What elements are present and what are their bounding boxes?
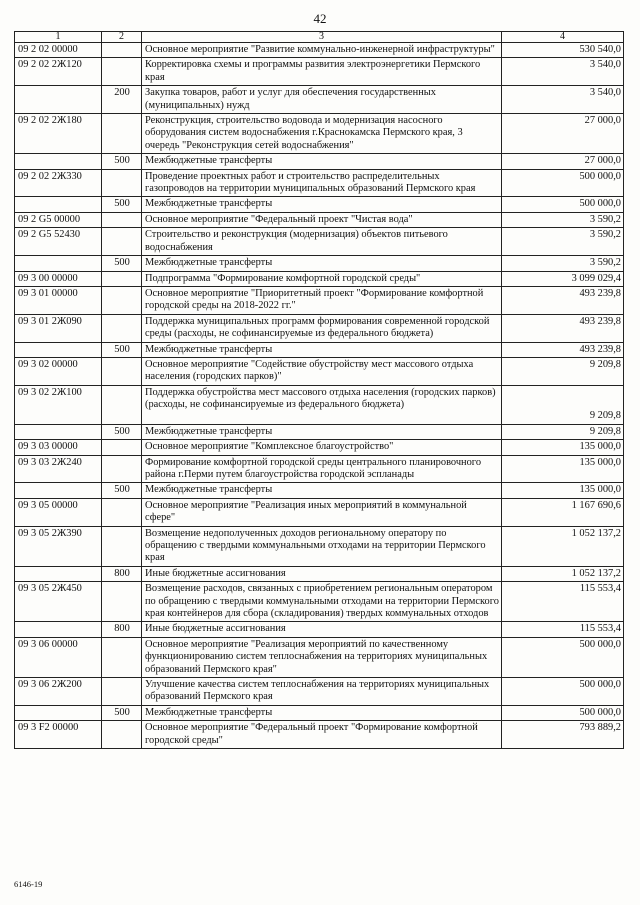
table-row [15, 483, 624, 498]
row-code [15, 622, 102, 637]
row-description: Улучшение качества систем теплоснабжения на территориях муниципальных образований Пермского края [142, 678, 502, 706]
row-description: Межбюджетные трансферты [142, 154, 502, 169]
row-code: 09 3 02 2Ж100 [15, 385, 102, 424]
row-amount: 1 167 690,6 [502, 498, 624, 526]
row-amount: 3 590,2 [502, 228, 624, 256]
column-header-2: 2 [102, 32, 142, 43]
budget-table [14, 31, 624, 749]
table-row [15, 342, 624, 357]
row-amount: 135 000,0 [502, 483, 624, 498]
row-amount: 27 000,0 [502, 154, 624, 169]
row-code: 09 3 05 2Ж450 [15, 582, 102, 622]
table-row [15, 43, 624, 58]
table-row [15, 357, 624, 385]
row-expense-type [102, 114, 142, 154]
row-code [15, 86, 102, 114]
row-expense-type [102, 526, 142, 566]
row-amount: 3 540,0 [502, 86, 624, 114]
row-description: Иные бюджетные ассигнования [142, 622, 502, 637]
row-amount: 530 540,0 [502, 43, 624, 58]
table-row [15, 566, 624, 581]
row-code [15, 256, 102, 271]
row-description: Основное мероприятие "Реализация иных мероприятий в коммунальной сфере" [142, 498, 502, 526]
table-header-row [15, 32, 624, 43]
row-expense-type [102, 58, 142, 86]
row-description: Возмещение недополученных доходов региональному оператору по обращению с твердыми коммунальными отходами на территории Пермского края [142, 526, 502, 566]
row-code: 09 2 G5 52430 [15, 228, 102, 256]
row-amount: 9 209,8 [502, 424, 624, 439]
row-code: 09 3 00 00000 [15, 271, 102, 286]
row-amount: 1 052 137,2 [502, 566, 624, 581]
row-amount: 135 000,0 [502, 440, 624, 455]
row-description: Межбюджетные трансферты [142, 256, 502, 271]
row-code [15, 154, 102, 169]
row-description: Поддержка обустройства мест массового отдыха населения (городских парков) (расходы, не софинансируемые из федерального бюджета) [142, 385, 502, 424]
table-row [15, 440, 624, 455]
row-description: Закупка товаров, работ и услуг для обеспечения государственных (муниципальных) нужд [142, 86, 502, 114]
row-amount: 3 099 029,4 [502, 271, 624, 286]
row-code: 09 2 02 2Ж330 [15, 169, 102, 197]
row-expense-type [102, 228, 142, 256]
table-row [15, 86, 624, 114]
row-amount: 115 553,4 [502, 622, 624, 637]
table-row [15, 678, 624, 706]
row-amount: 3 590,2 [502, 256, 624, 271]
row-expense-type: 800 [102, 622, 142, 637]
row-description: Возмещение расходов, связанных с приобретением региональным оператором по обращению с твердыми коммунальными отходами на территории Пермского края контейнеров для сбора (складирования) твердых коммунальных отходов [142, 582, 502, 622]
row-amount: 500 000,0 [502, 705, 624, 720]
row-expense-type: 500 [102, 424, 142, 439]
table-row [15, 705, 624, 720]
row-code [15, 197, 102, 212]
row-code: 09 3 05 2Ж390 [15, 526, 102, 566]
row-expense-type: 200 [102, 86, 142, 114]
table-row [15, 212, 624, 227]
row-description: Основное мероприятие "Комплексное благоустройство" [142, 440, 502, 455]
row-code: 09 2 02 2Ж180 [15, 114, 102, 154]
row-description: Корректировка схемы и программы развития электроэнергетики Пермского края [142, 58, 502, 86]
row-amount: 493 239,8 [502, 314, 624, 342]
row-expense-type [102, 357, 142, 385]
row-expense-type [102, 314, 142, 342]
row-code: 09 2 02 00000 [15, 43, 102, 58]
row-code [15, 342, 102, 357]
document-id: 6146-19 [14, 879, 43, 889]
row-description: Проведение проектных работ и строительство распределительных газопроводов на территории муниципальных образований Пермского края [142, 169, 502, 197]
row-description: Межбюджетные трансферты [142, 342, 502, 357]
row-expense-type [102, 440, 142, 455]
column-header-4: 4 [502, 32, 624, 43]
table-row [15, 582, 624, 622]
row-description: Основное мероприятие "Содействие обустройству мест массового отдыха населения (городских парков)" [142, 357, 502, 385]
row-amount: 9 209,8 [502, 385, 624, 424]
table-row [15, 526, 624, 566]
row-code [15, 483, 102, 498]
row-description: Основное мероприятие "Федеральный проект "Чистая вода" [142, 212, 502, 227]
table-row [15, 498, 624, 526]
table-row [15, 286, 624, 314]
page-number: 42 [313, 11, 327, 26]
row-amount: 793 889,2 [502, 721, 624, 749]
column-header-1: 1 [15, 32, 102, 43]
row-expense-type: 500 [102, 705, 142, 720]
row-expense-type: 500 [102, 483, 142, 498]
table-row [15, 58, 624, 86]
row-amount: 500 000,0 [502, 637, 624, 677]
row-amount: 493 239,8 [502, 342, 624, 357]
row-expense-type [102, 455, 142, 483]
table-row [15, 256, 624, 271]
row-description: Основное мероприятие "Приоритетный проект "Формирование комфортной городской среды на 2018-2022 гг." [142, 286, 502, 314]
row-description: Поддержка муниципальных программ формирования современной городской среды (расходы, не софинансируемые из федерального бюджета) [142, 314, 502, 342]
table-row [15, 455, 624, 483]
table-row [15, 197, 624, 212]
row-description: Основное мероприятие "Реализация мероприятий по качественному функционированию систем теплоснабжения на территориях муниципальных образований Пермского края" [142, 637, 502, 677]
row-description: Основное мероприятие "Федеральный проект "Формирование комфортной городской среды" [142, 721, 502, 749]
row-expense-type [102, 582, 142, 622]
row-amount: 500 000,0 [502, 197, 624, 212]
row-amount: 135 000,0 [502, 455, 624, 483]
row-expense-type [102, 385, 142, 424]
row-code [15, 424, 102, 439]
row-expense-type [102, 498, 142, 526]
row-code: 09 3 01 00000 [15, 286, 102, 314]
row-description: Строительство и реконструкция (модернизация) объектов питьевого водоснабжения [142, 228, 502, 256]
row-amount: 3 590,2 [502, 212, 624, 227]
table-row [15, 622, 624, 637]
row-description: Межбюджетные трансферты [142, 483, 502, 498]
table-row [15, 114, 624, 154]
row-code: 09 3 05 00000 [15, 498, 102, 526]
row-description: Иные бюджетные ассигнования [142, 566, 502, 581]
table-row [15, 385, 624, 424]
row-amount: 493 239,8 [502, 286, 624, 314]
row-expense-type [102, 212, 142, 227]
table-row [15, 271, 624, 286]
row-expense-type: 500 [102, 154, 142, 169]
table-row [15, 228, 624, 256]
column-header-3: 3 [142, 32, 502, 43]
row-expense-type [102, 678, 142, 706]
row-expense-type [102, 637, 142, 677]
row-expense-type [102, 43, 142, 58]
row-code: 09 2 02 2Ж120 [15, 58, 102, 86]
row-amount: 500 000,0 [502, 678, 624, 706]
row-expense-type: 500 [102, 342, 142, 357]
row-expense-type: 800 [102, 566, 142, 581]
row-expense-type: 500 [102, 197, 142, 212]
row-code: 09 3 06 00000 [15, 637, 102, 677]
table-row [15, 721, 624, 749]
row-amount: 3 540,0 [502, 58, 624, 86]
row-description: Межбюджетные трансферты [142, 705, 502, 720]
table-row [15, 637, 624, 677]
row-expense-type [102, 721, 142, 749]
row-description: Межбюджетные трансферты [142, 197, 502, 212]
row-code: 09 3 F2 00000 [15, 721, 102, 749]
row-amount: 500 000,0 [502, 169, 624, 197]
row-description: Межбюджетные трансферты [142, 424, 502, 439]
row-expense-type [102, 169, 142, 197]
row-description: Реконструкция, строительство водовода и модернизация насосного оборудования систем водоснабжения г.Краснокамска Пермского края, 3 очередь "Реконструкция сетей водоснабжения" [142, 114, 502, 154]
row-amount: 1 052 137,2 [502, 526, 624, 566]
row-code: 09 3 06 2Ж200 [15, 678, 102, 706]
table-row [15, 314, 624, 342]
row-code [15, 705, 102, 720]
row-expense-type: 500 [102, 256, 142, 271]
row-code: 09 3 03 00000 [15, 440, 102, 455]
row-description: Формирование комфортной городской среды центрального планировочного района г.Перми путем благоустройства городской эспланады [142, 455, 502, 483]
row-expense-type [102, 271, 142, 286]
row-amount: 115 553,4 [502, 582, 624, 622]
row-code: 09 3 03 2Ж240 [15, 455, 102, 483]
row-description: Подпрограмма "Формирование комфортной городской среды" [142, 271, 502, 286]
row-amount: 9 209,8 [502, 357, 624, 385]
row-description: Основное мероприятие "Развитие коммунально-инженерной инфраструктуры" [142, 43, 502, 58]
row-code: 09 3 02 00000 [15, 357, 102, 385]
row-expense-type [102, 286, 142, 314]
row-code: 09 3 01 2Ж090 [15, 314, 102, 342]
table-body [15, 43, 624, 749]
row-amount: 27 000,0 [502, 114, 624, 154]
table-row [15, 154, 624, 169]
table-row [15, 169, 624, 197]
row-code: 09 2 G5 00000 [15, 212, 102, 227]
table-row [15, 424, 624, 439]
row-code [15, 566, 102, 581]
